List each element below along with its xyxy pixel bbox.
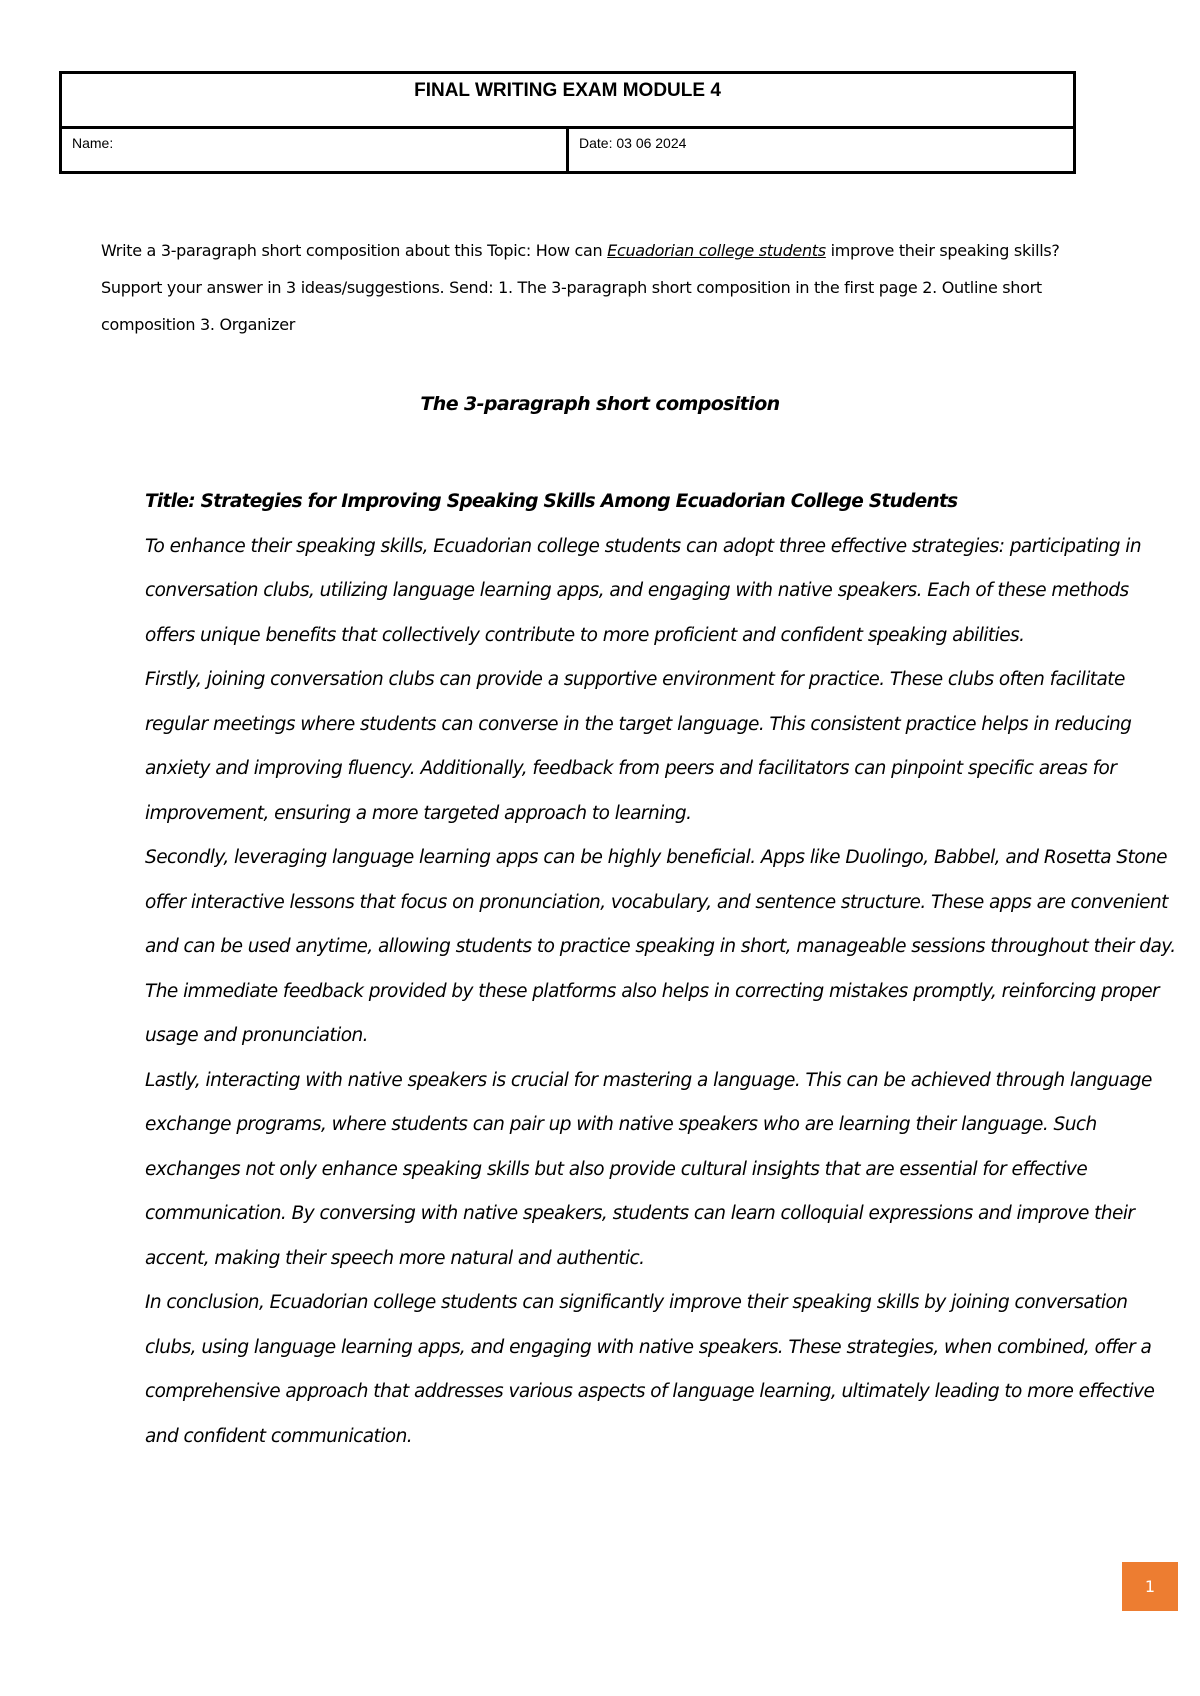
composition-paragraph-third: Lastly, interacting with native speakers is crucial for mastering a language. This can be achieved through language exchange programs, where students can pair up with native speakers who are learning their language. Such exchanges not only enhance speaking skills but also provide cultural insights that are essential for effective communication. By conversing with native speakers, students can learn colloquial expressions and improve their accent, making their speech more natural and authentic. <box>145 1069 1152 1269</box>
instructions <box>101 232 1121 343</box>
composition-body <box>145 480 1180 1459</box>
composition-paragraph-conclusion: In conclusion, Ecuadorian college students can significantly improve their speaking skills by joining conversation clubs, using language learning apps, and engaging with native speakers. These strategies, when combined, offer a comprehensive approach that addresses various aspects of language learning, ultimately leading to more effective and confident communication. <box>145 1292 1155 1447</box>
page-number-badge: 1 <box>1122 1562 1178 1611</box>
exam-title: FINAL WRITING EXAM MODULE 4 <box>61 73 1075 128</box>
composition-paragraph-second: Secondly, leveraging language learning apps can be highly beneficial. Apps like Duolingo, Babbel, and Rosetta Stone offer interactive lessons that focus on pronunciation, vocabulary, and sentence structure. These apps are convenient and can be used anytime, allowing students to practice speaking in short, manageable sessions throughout their day. The immediate feedback provided by these platforms also helps in correcting mistakes promptly, reinforcing proper usage and pronunciation. <box>145 847 1176 1046</box>
composition-paragraph-first: Firstly, joining conversation clubs can provide a supportive environment for practice. These clubs often facilitate regular meetings where students can converse in the target language. This consistent practice helps in reducing anxiety and improving fluency. Additionally, feedback from peers and facilitators can pinpoint specific areas for improvement, ensuring a more targeted approach to learning. <box>145 669 1132 824</box>
composition-title: Title: Strategies for Improving Speaking Skills Among Ecuadorian College Students <box>145 491 958 512</box>
composition-paragraph-intro: To enhance their speaking skills, Ecuadorian college students can adopt three effective strategies: participating in conversation clubs, utilizing language learning apps, and engaging with native speakers. Each of these methods offers unique benefits that collectively contribute to more proficient and confident speaking abilities. <box>145 535 1142 646</box>
instructions-topic-emphasis: Ecuadorian college students <box>607 241 826 260</box>
instructions-text-1: Write a 3-paragraph short composition about this Topic: How can <box>101 241 608 260</box>
instructions-text-2: improve their speaking skills? Support your answer in 3 ideas/suggestions. Send: 1. The 3-paragraph short composition in the first page 2. Outline short composition 3. Organizer <box>101 241 1060 334</box>
date-field: Date: 03 06 2024 <box>568 128 1075 173</box>
name-field: Name: <box>61 128 568 173</box>
exam-header-table <box>59 71 1076 174</box>
composition-heading: The 3-paragraph short composition <box>420 393 780 415</box>
